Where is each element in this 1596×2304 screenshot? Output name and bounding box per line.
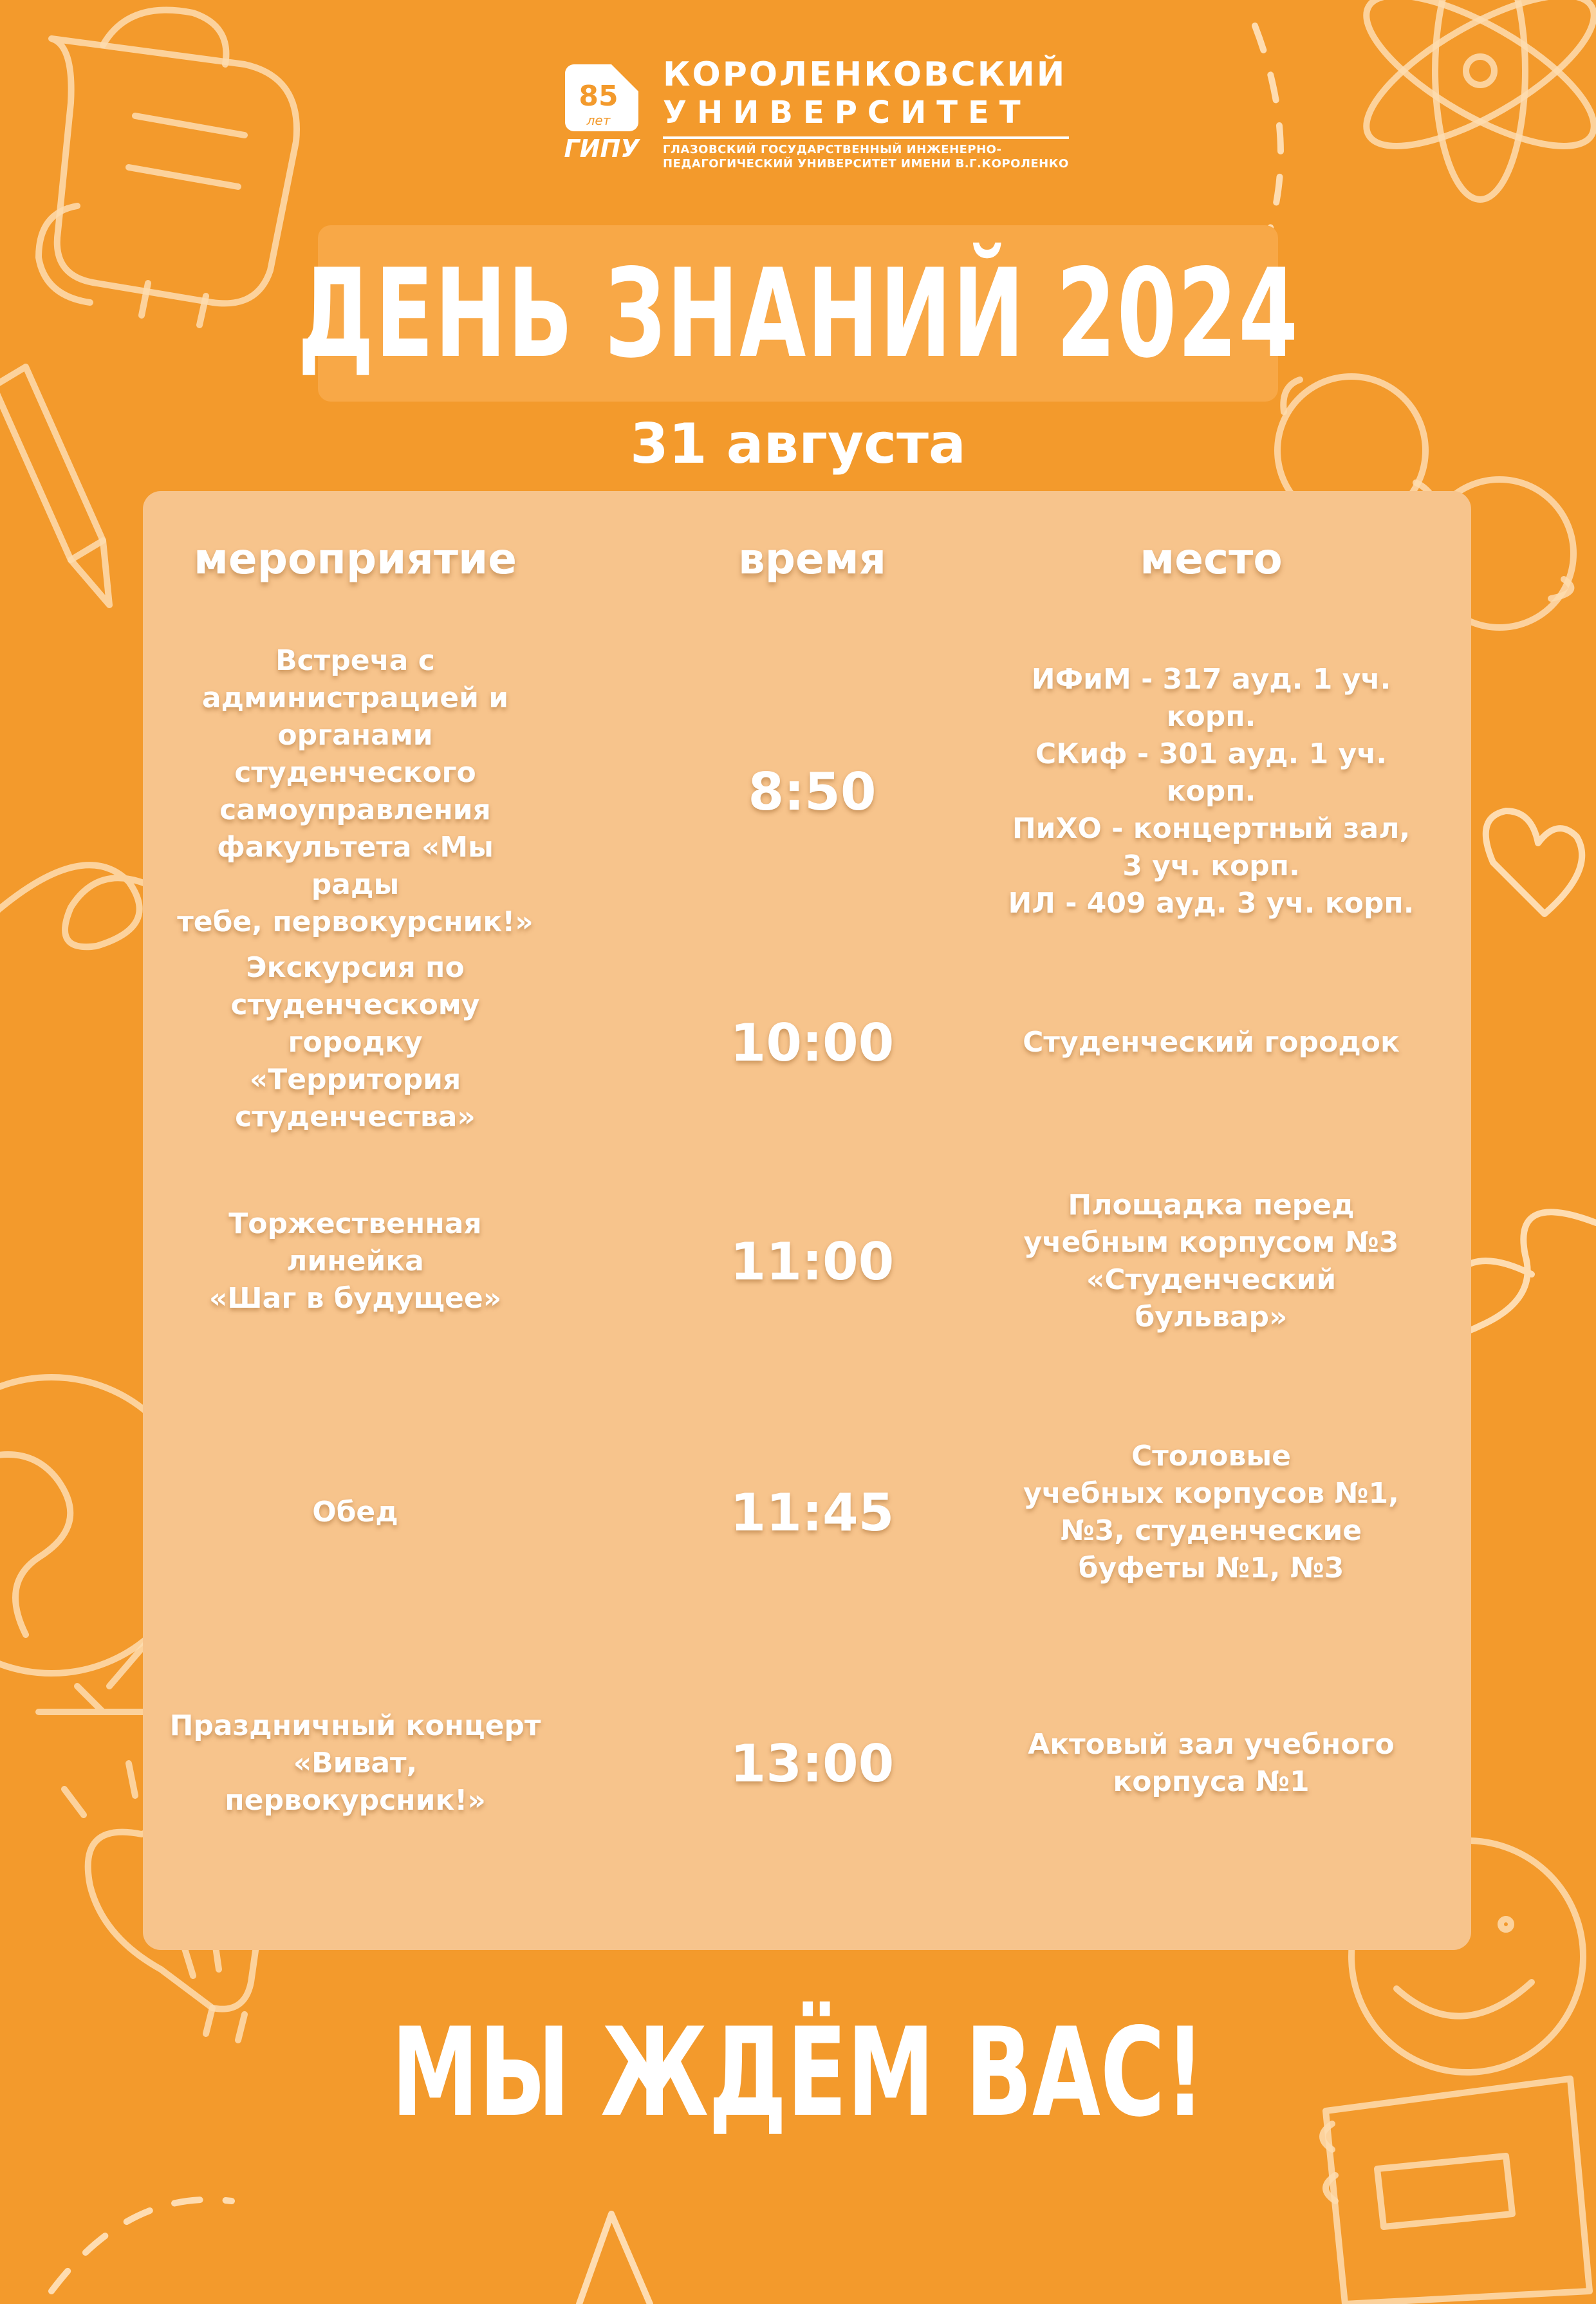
row-time: 8:50 — [748, 761, 877, 822]
badge-shape — [560, 60, 644, 170]
row-event: Встреча с администрацией и органами студенческого самоуправления факультета «Мы рады тебе, первокурсник!» — [177, 644, 534, 938]
footer-slogan — [0, 2002, 1596, 2144]
table-row — [143, 644, 1471, 938]
header-event: мероприятие — [193, 534, 517, 584]
table-row — [143, 1184, 1471, 1339]
table-row — [143, 1435, 1471, 1590]
footer-text: МЫ ЖДЁМ ВАС! — [391, 2002, 1205, 2144]
row-time: 13:00 — [730, 1733, 895, 1794]
row-place: Актовый зал учебного корпуса №1 — [1028, 1728, 1395, 1798]
row-place: Студенческий городок — [1023, 1026, 1400, 1059]
page-title: ДЕНЬ ЗНАНИЙ 2024 — [297, 242, 1299, 385]
row-time: 11:45 — [730, 1482, 895, 1543]
badge-years: лет — [586, 113, 611, 128]
atom-doodle — [1346, 0, 1596, 200]
logo-title — [663, 55, 1069, 171]
row-place: Столовые учебных корпусов №1, №3, студенческие буфеты №1, №3 — [1023, 1440, 1399, 1584]
event-date: 31 августа — [630, 412, 966, 476]
row-event: Торжественная линейка «Шаг в будущее» — [209, 1207, 502, 1315]
table-row — [143, 1709, 1471, 1817]
row-place: Площадка перед учебным корпусом №3 «Студенческий бульвар» — [1023, 1189, 1399, 1333]
badge-abbr: ГИПУ — [564, 135, 640, 163]
dashed-curve-bottom-doodle — [51, 2200, 232, 2291]
pencil-doodle — [0, 367, 109, 605]
row-time: 10:00 — [730, 1012, 895, 1073]
logo-line2: УНИВЕРСИТЕТ — [663, 94, 1069, 139]
title-box — [297, 225, 1299, 402]
row-place: ИФиМ - 317 ауд. 1 уч. корп. СКиф - 301 ауд. 1 уч. корп. ПиХО - концертный зал, 3 уч. корп. ИЛ - 409 ауд. 3 уч. корп. — [1008, 663, 1415, 920]
header-time: время — [738, 534, 887, 584]
backpack-doodle — [39, 10, 297, 325]
badge-number: 85 — [579, 80, 618, 113]
university-logo — [560, 55, 1069, 171]
swirl-doodle — [0, 865, 167, 947]
header-place: место — [1140, 534, 1283, 584]
star-doodle — [579, 2214, 650, 2304]
logo-line1: КОРОЛЕНКОВСКИЙ — [663, 55, 1067, 94]
logo-subtitle2: ПЕДАГОГИЧЕСКИЙ УНИВЕРСИТЕТ ИМЕНИ В.Г.КОРОЛЕНКО — [663, 157, 1069, 171]
table-row — [143, 951, 1471, 1133]
row-event: Обед — [312, 1496, 398, 1528]
logo-subtitle1: ГЛАЗОВСКИЙ ГОСУДАРСТВЕННЫЙ ИНЖЕНЕРНО- — [663, 143, 1002, 156]
row-event: Праздничный концерт «Виват, первокурсник!» — [169, 1709, 541, 1817]
anniversary-badge — [560, 60, 644, 170]
row-event: Экскурсия по студенческому городку «Территория студенчества» — [230, 951, 480, 1133]
row-time: 11:00 — [730, 1231, 895, 1292]
heart-doodle — [1486, 811, 1582, 914]
